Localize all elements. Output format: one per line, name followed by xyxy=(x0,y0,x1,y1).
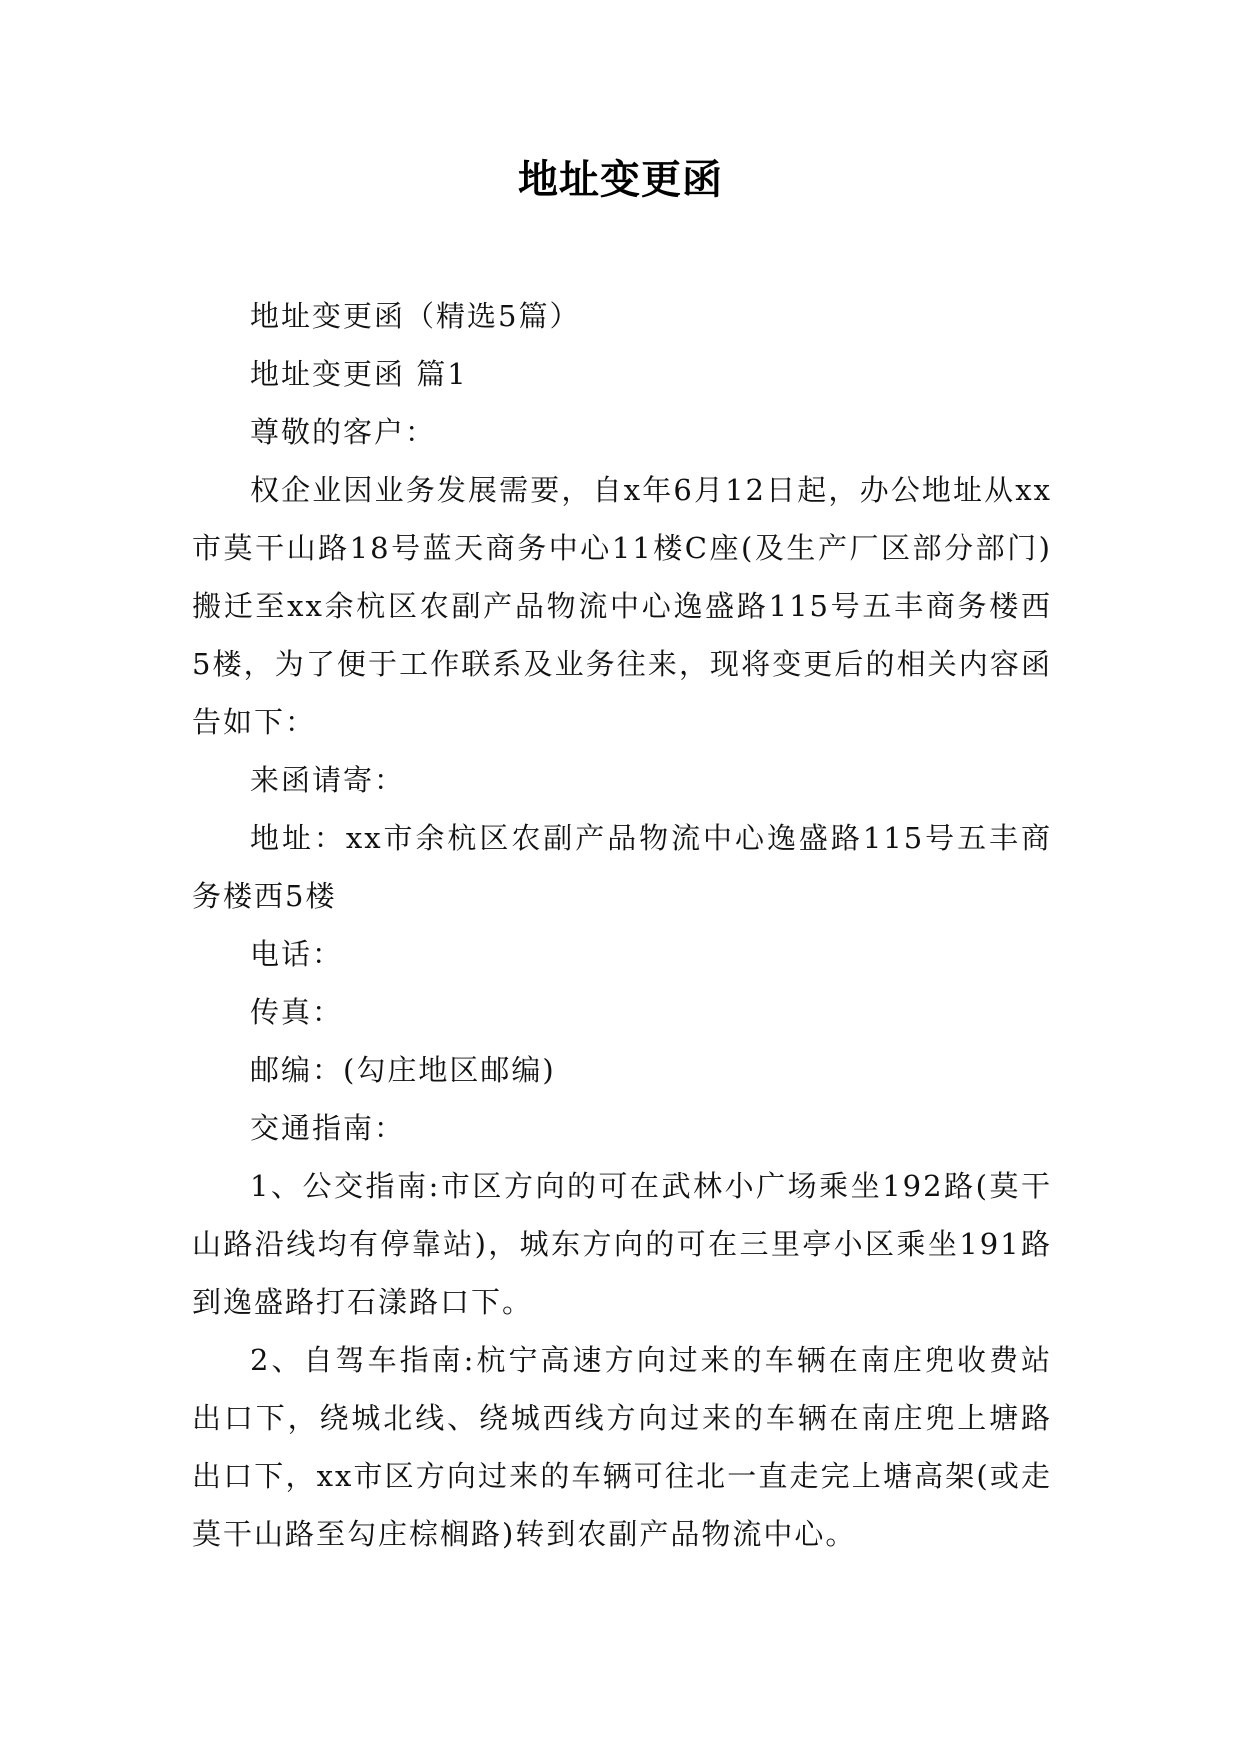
traffic-guide-heading: 交通指南： xyxy=(250,1111,406,1145)
bus-guide-paragraph: 1、公交指南:市区方向的可在武林小广场乘坐192路(莫干山路沿线均有停靠站)，城东方向的可在三里亭小区乘坐191路到逸盛路打石漾路口下。 xyxy=(192,1169,1052,1319)
mailing-label: 来函请寄： xyxy=(250,763,406,797)
postcode-line: 邮编：(勾庄地区邮编) xyxy=(250,1053,556,1087)
phone-line: 电话： xyxy=(250,937,344,971)
section-heading: 地址变更函 篇1 xyxy=(250,357,468,391)
document-title: 地址变更函 xyxy=(518,156,723,203)
salutation: 尊敬的客户： xyxy=(250,415,437,449)
fax-line: 传真： xyxy=(250,995,344,1029)
collection-heading: 地址变更函（精选5篇） xyxy=(250,299,581,333)
driving-guide-paragraph: 2、自驾车指南:杭宁高速方向过来的车辆在南庄兜收费站出口下，绕城北线、绕城西线方向过来的车辆在南庄兜上塘路出口下，xx市区方向过来的车辆可往北一直走完上塘高架(或走莫干山路至勾庄棕榈路)转到农副产品物流中心。 xyxy=(192,1343,1052,1551)
relocation-notice-paragraph: 权企业因业务发展需要，自x年6月12日起，办公地址从xx市莫干山路18号蓝天商务中心11楼C座(及生产厂区部分部门)搬迁至xx余杭区农副产品物流中心逸盛路115号五丰商务楼西5楼，为了便于工作联系及业务往来，现将变更后的相关内容函告如下： xyxy=(192,473,1052,739)
document-body xyxy=(192,287,1052,1563)
address-line: 地址：xx市余杭区农副产品物流中心逸盛路115号五丰商务楼西5楼 xyxy=(192,821,1052,913)
